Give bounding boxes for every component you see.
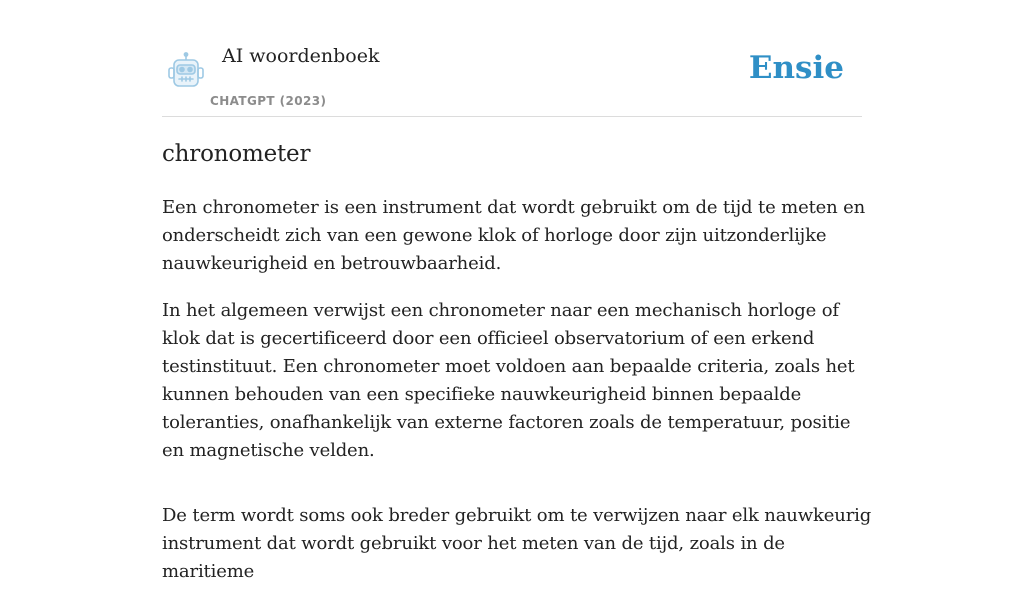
dictionary-title[interactable]: AI woordenboek — [222, 45, 380, 67]
entry-content — [162, 138, 872, 605]
ensie-logo-link[interactable]: Ensie — [748, 50, 844, 86]
robot-icon — [166, 52, 206, 90]
entry-term: chronometer — [162, 141, 311, 167]
dictionary-header — [162, 0, 862, 117]
definition-paragraph: De term wordt soms ook breder gebruikt om te verwijzen naar elk nauwkeurig instrument dat wordt gebruikt voor het meten van de tijd, zoals in de maritieme — [162, 505, 872, 582]
dictionary-source: CHATGPT (2023) — [210, 94, 327, 108]
definition-paragraph: In het algemeen verwijst een chronometer naar een mechanisch horloge of klok dat is gecertificeerd door een officieel observatorium of een erkend testinstituut. Een chronometer moet voldoen aan bepaalde criteria, zoals het kunnen behouden van een specifieke nauwkeurigheid binnen bepaalde toleranties, onafhankelijk van externe factoren zoals de temperatuur, positie en magnetische velden. — [162, 300, 855, 461]
definition-paragraph: Een chronometer is een instrument dat wordt gebruikt om de tijd te meten en onderscheidt zich van een gewone klok of horloge door zijn uitzonderlijke nauwkeurigheid en betrouwbaarheid. — [162, 197, 866, 274]
